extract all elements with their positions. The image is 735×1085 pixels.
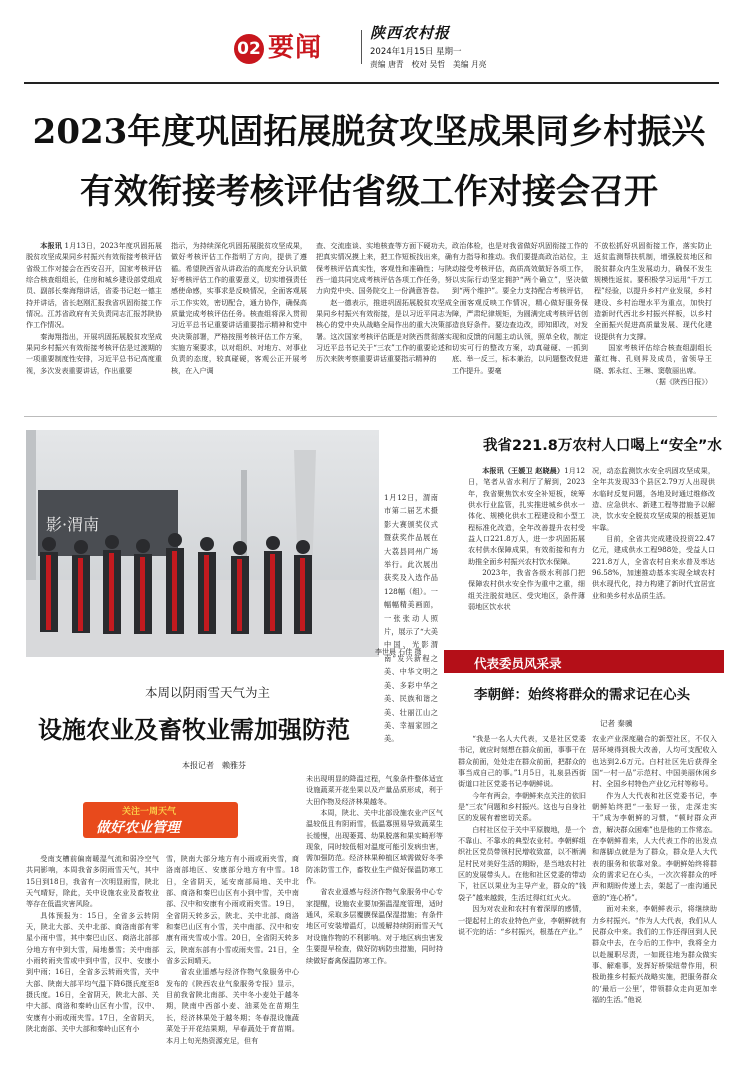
- deputy-headline: 李朝鲜：始终将群众的需求记在心头: [474, 687, 690, 703]
- weather-byline: 本报记者 赖雅芬: [182, 761, 246, 770]
- water-text-2b: 目前，全省共完成建设投资22.47亿元，建成供水工程988处，受益人口221.8万人，全省农村自来水普及率达96.58%，加速推动基本实现全域农村供水现代化，持力构建了新时代宜居宜业和美乡村水品质生活。: [592, 534, 715, 600]
- lead-column-3: [316, 240, 452, 388]
- weather-kicker: 本周以阴雨雪天气为主: [145, 685, 271, 700]
- weather-headline: 设施农业及畜牧业需加强防范: [38, 715, 350, 744]
- weather-column-3: [306, 773, 443, 1075]
- deputy-text-2: 农业产业深度融合的新型社区，不仅入居环境得到极大改善，人均可支配收入也达到2.6万元。白村社区先后获得全国“一村一品”示范村、中国美丽休闲乡村、全国乡村特色产业亿元村等称号。: [592, 734, 717, 789]
- lead-column-5: [594, 240, 712, 400]
- photo-credit: 李世晨 石佳 摄: [375, 648, 422, 656]
- section-title: 要闻: [268, 33, 323, 63]
- lead-text-5: 不放松抓好巩固衔接工作，落实防止返贫监测帮扶机制，增强脱贫地区和脱贫群众内生发展动力，确保不发生规模性返贫。要积极学习运用“千万工程”经验，以提升乡村产业发展，乡村建设、乡村治理水平为重点，加快打造新时代西北乡村振兴样板，以乡村全面振兴促进高质量发展、现代化建设提供有力支撑。: [594, 241, 712, 341]
- masthead-rule: [24, 82, 719, 84]
- editor-credits: 责编 唐青 校对 吴哲 美编 月亮: [370, 60, 487, 69]
- deputy-text-2b: 作为人大代表和社区党委书记，李朝鲜始终把“一张好一张，走深走实干”成为李朝鲜的习惯，“顿时群众声音，解决群众困难”也是他的工作常态。在李朝鲜看来，人大代表工作的出发点和落脚点就是为了群众，群众是人大代表的服务和依靠对象。李朝鲜始终将群众的需求记在心头，一次次将群众的呼声和期盼传递上去，架起了一座沟通民意的“连心桥”。: [592, 790, 717, 902]
- lead-byline: 本报讯: [40, 241, 63, 250]
- water-headline: 我省221.8万农村人口喝上“安全”水: [483, 438, 722, 454]
- weather-text-2: 雪，陕南大部分地方有小雨或雨夹雪，商洛南部地区、安康部分地方有中雪。18日，全省阴天，延安南部局地、关中北部、商洛和秦巴山区有小到中雪，关中南部、汉中和安康有小雨或雨夹雪。19日，全省阴天转多云，陕北、关中北部、商洛和秦巴山区有小雪，关中南部、汉中和安康有雨夹雪或小雪。20日，全省阴天转多云，陕南东部有小雪或雨夹雪。21日，全省多云间晴天。: [166, 854, 299, 966]
- weather-text-3: 未出现明显的降温过程，气象条件整体适宜设施蔬菜开花坐果以及产量品质形成，利于大田作物及经济林果越冬。: [306, 774, 443, 806]
- lead-headline-line2: 有效衔接考核评估省级工作对接会召开: [80, 172, 658, 212]
- section-divider: [24, 416, 717, 417]
- water-text-1b: 2023年，我省各级水利部门把保障农村供水安全作为重中之重，细组关注脱贫地区、受灾地区，条件薄弱地区饮水状: [468, 568, 585, 612]
- water-column-1: [468, 465, 585, 645]
- lead-text-3b: 赵一德表示，推进巩固拓展脱贫攻坚成果同乡村振兴有效衔接，是以习近平同志为核心的党中央从战略全局作出的重大决策部署。这次国家考核评估既是对陕西贯彻落实习近平总书记关于“三农”工作的重要论述和历次来陕考察重要讲话重要指示精神的: [316, 297, 452, 364]
- page-number-badge: 02: [234, 34, 264, 64]
- lead-source: （据《陕西日报》）: [651, 377, 712, 387]
- lead-text-1: 1月13日，2023年度巩固拓展脱贫攻坚成果同乡村振兴有效衔接考核评估省级工作对接会在西安召开，国家考核评估综合核查组组长，住房和城乡建设部党组成员、副部长秦海翔讲话，省委书记赵一德主持并讲话，省长赵刚汇报我省巩固衔接工作情况。江苏省政府有关负责同志汇报苏陕协作工作情况。: [26, 241, 162, 330]
- water-text-2: 况，动态监测饮水安全巩固攻坚成果，全年共发现33个县区2.79万人出现供水临时反复问题，各地及时通过维修改造、应急供水、新建工程等措施予以解决，饮水安全脱贫攻坚成果的根基更加牢靠。: [592, 466, 715, 532]
- deputy-byline: 记者 秦骥: [600, 719, 633, 728]
- newspaper-logo: 陕西农村报: [370, 24, 451, 42]
- event-photo-illustration: [26, 430, 379, 657]
- event-photo: [26, 430, 379, 657]
- column-banner-label: 代表委员风采录: [474, 656, 562, 671]
- weather-text-1: 受南支槽前偏南暖湿气流和弱冷空气共同影响，本周我省多阴雨雪天气，其中15日到18日，我省有一次明显雨雪，陕北天气晴好，除此，关中设施农业及畜牧业等存在低温灾害风险。: [26, 854, 159, 909]
- lead-text-2: 指示，为持续深化巩固拓展脱贫攻坚成果，做好考核评估工作指明了方向，提供了遵循。希望陕西省从讲政治的高度充分认识做好考核评估工作的重要意义，切实增强责任感使命感，实事求是反映情况，全面客观展示工作实效，密切配合，通力协作，确保高质量完成考核评估任务。核查组将深入贯彻习近平总书记重要讲话重要指示精神和党中央决策部署，严格按照考核评估工作方案，实施方案要求，以对组织、对地方、对事业负责的态度，较真碰硬，客观公正开展考核，在入户调: [171, 241, 307, 375]
- weather-text-1b: 具体预报为：15日，全省多云转阴天，陕北大部、关中北部、商洛南部有零星小雨中雪，其中秦巴山区、商洛北部部分地方有中到大雪，局地暴雪；关中南部小雨转雨夹雪或中到中雪，汉中、安康小到中雨；16日，全省多云转雨夹雪，关中大部、陕南大部平均气温下降6摄氏度至8摄氏度。16日，全省阴天，陕北大部、关中大部、商洛和秦岭山区有小雪，汉中、安康有小雨或雨夹雪。17日，全省阴天，陕北南部、关中大部和秦岭山区有小: [26, 910, 159, 1034]
- deputy-text-1d: 因为对农业和农村有着深厚的感情，一提起村上的农业特色产业，李朝鲜就有说不完的话：“乡村振兴，根基在产业。”: [458, 904, 586, 936]
- lead-column-4: [452, 240, 588, 388]
- weather-tag-kicker: 关注一周天气: [122, 807, 177, 817]
- weather-text-3b: 本周，陕北、关中北部设施农业产区气温较低且有阴雨雪，低温寡照易导致蔬菜生长缓慢，出现萎蔫、幼果脱落和果实畸形等现象，同时较低相对温度可能引发病虫害，需加强防范。经济林果种植区域需做好冬季防冻防雪工作，畜牧业生产做好保温防寒工作。: [306, 808, 443, 886]
- weather-column-2: [166, 853, 299, 1075]
- deputy-text-1: “我是一名人大代表，又是社区党委书记，就应时刻想在群众前面，事事干在群众前面，处处走在群众前面，把群众的事当成自己的事。”1月5日，礼泉县西街街道口社区党委书记李朝鲜说。: [458, 734, 586, 789]
- deputy-text-2c: 面对未来，李朝鲜表示，将继续助力乡村振兴。“作为人大代表，我们从人民群众中来。我们的工作还得回到人民群众中去，在今后的工作中，我将全力以赴履职尽责，一如既往地为群众做实事、解难事，发挥好桥梁纽带作用，积极助推乡村振兴战略实施，把服务群众的‘最后一公里’，带领群众走向更加幸福的生活。”他说: [592, 904, 717, 1004]
- lead-column-2: [171, 240, 307, 388]
- deputy-column-1: [458, 733, 586, 1073]
- weather-tag-title: 做好农业管理: [96, 820, 180, 836]
- photo-caption: 1月12日，渭南市第二届艺术摄影大赛颁奖仪式暨获奖作品展在大荔县同州广场举行。此次展出获奖及入选作品128幅（组）。一幅幅精美画面，一张张动人照片，展示了“大美中国、光影渭南”发兴新程之美、中华文明之美、多彩中华之美、民族和谐之美、壮丽江山之美、幸福家园之美。: [384, 493, 438, 744]
- lead-text-1b: 秦海翔指出，开展巩固拓展脱贫攻坚成果同乡村振兴有效衔接考核评估是过渡期的一项重要制度性安排，习近平总书记高度重视，多次发表重要讲话，作出重要: [26, 331, 162, 375]
- water-column-2: [592, 465, 715, 637]
- weather-column-1: [26, 853, 159, 1075]
- masthead-divider: [361, 30, 362, 64]
- issue-date: 2024年1月15日 星期一: [370, 47, 462, 57]
- lead-column-1: [26, 240, 162, 388]
- lead-text-5b: 国家考核评估综合核查组副组长董红梅、孔则昇及成员，省领导王晓、郭永红、王琳、窦敬丽出席。: [594, 343, 712, 375]
- weather-text-2b: 省农业遥感与经济作物气象服务中心发布的《陕西农业气象服务专报》显示，目前我省陕北南部、关中冬小麦处于越冬期，陕南中西部小麦、油菜处在苗期生长，经济林果处于越冬期；冬春混设施蔬菜处于开花结果期，早春蔬处于育苗期。本月上旬光热资源充足，但有: [166, 967, 299, 1045]
- deputy-text-1c: 白村社区位于关中平原腹地，是一个不靠山、不靠水的典型农业村。李朝鲜组织社区党员带领村民增收致富，以不断满足村民对美好生活的期盼，是当地农村社区的发展带头人。在他和社区党委的带动下，社区以果业为主导产业，群众的“钱袋子”越来越鼓，生活过得红红火火。: [458, 824, 586, 902]
- sign-text: 影·渭南: [46, 515, 100, 534]
- lead-text-4: 政治体检，也是对我省做好巩固衔接工作的有力指导和推动。我们要提高政治站位，主动接受考核评估，高质高效做好各项工作，以实际行动坚定拥护“两个确立”，坚决做到“两个维护”。要全力支持配合考核评估，全面客观反映工作情况，精心做好服务保障，严肃纪律规矩，为圆满完成考核评估创造良好条件。要边查边改，即知即改，对发现和反馈的问题主动认领，照单全收，制定切实可行的整改方案，动真碰硬、一抓到底、举一反三，标本兼治，以问题整改促进工作提升。要毫: [452, 241, 588, 375]
- deputy-text-1b: 今年有两会，李朝鲜来点关注的依旧是“三农”问题和乡村振兴。这也与自身社区的发展有着密切关系。: [458, 790, 586, 823]
- water-byline: 本报讯（王媛卫 赵晓晨）: [482, 466, 565, 475]
- lead-text-3: 查、交流座谈、实地核查等方面下硬功夫，把真实情况摸上来，把工作短板找出来，确保考核评估真实性，客观性和准确性；与陕西一道共同完成考核评估各项工作任务，努力向党中央、国务院交上一份满意答卷。: [316, 241, 452, 296]
- water-text-1: 1月12日，笔者从省水利厅了解到，2023年，我省聚焦饮水安全补短板，统筹供水行业监管，扎实推进城乡供水一体化、规模化供水工程建设和小型工程标准化改造，全年改善提升农村受益人口221.8万人，进一步巩固拓展农村供水保障成果，有效衔接和有力助推全面乡村振兴农村饮水保障。: [468, 466, 585, 566]
- deputy-column-2: [592, 733, 717, 1073]
- lead-headline-line1: 2023年度巩固拓展脱贫攻坚成果同乡村振兴: [32, 112, 706, 152]
- weather-text-3c: 省农业遥感与经济作物气象服务中心专家提醒，设施农业要加强温湿度管理，适时通风，采取多层覆膜保温保湿措施；有条件地区可安装增温灯，以缓解持续阴雨雪天气对设施作物的不利影响。对于地区病虫害发生要提早检查，做好防病防虫措施，同时持续做好畜禽保温防寒工作。: [306, 887, 443, 965]
